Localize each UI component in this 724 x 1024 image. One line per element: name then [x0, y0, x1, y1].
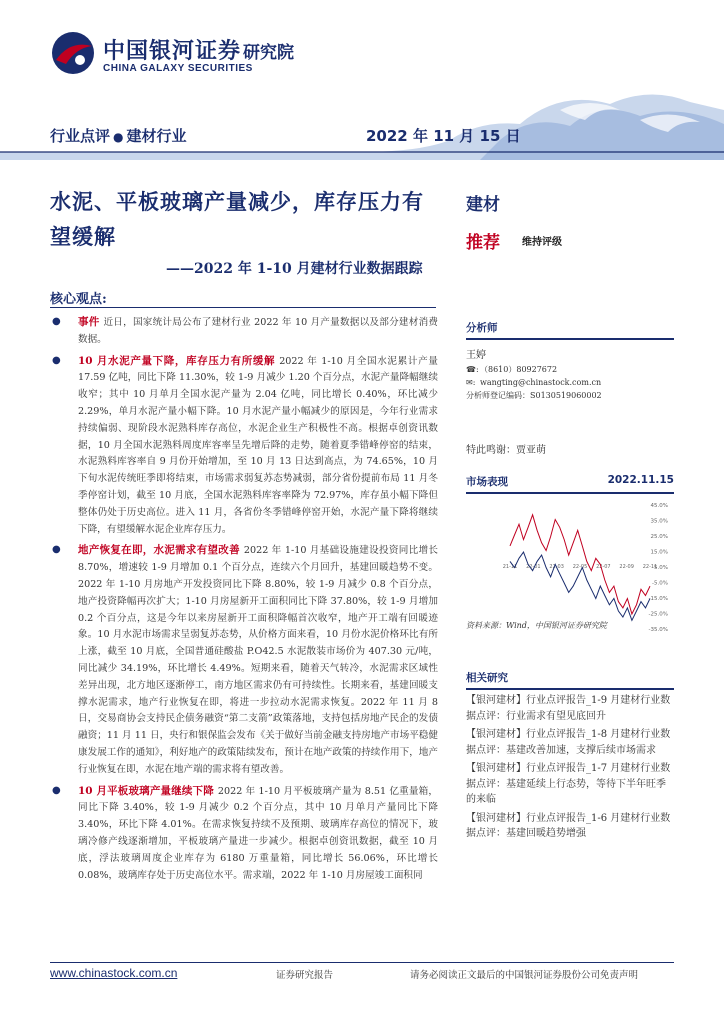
x-tick-label: 22-01	[526, 564, 541, 570]
related-item[interactable]: 【银河建材】行业点评报告_1-6 月建材行业数据点评：基建回暖趋势增强	[466, 812, 671, 839]
analyst-license: 分析师登记编码：S0130519060002	[466, 391, 602, 400]
bullet-lead: 10 月平板玻璃产量继续下降	[78, 784, 214, 797]
related-heading: 相关研究	[466, 670, 674, 690]
report-type: 行业点评	[50, 127, 111, 145]
bullet-item	[50, 353, 438, 539]
bullet-item	[50, 542, 438, 778]
report-type-bar	[50, 125, 187, 146]
institute-label: 研究院	[243, 43, 294, 63]
y-tick-label: -35.0%	[648, 627, 668, 632]
y-tick-label: -25.0%	[648, 611, 668, 618]
bullet-lead: 10 月水泥产量下降，库存压力有所缓解	[78, 354, 276, 367]
y-tick-label: 15.0%	[650, 549, 668, 556]
bullet-dot-icon: ●	[113, 130, 124, 144]
footer-link[interactable]: www.chinastock.com.cn	[50, 966, 178, 980]
rating-note: 维持评级	[522, 237, 562, 248]
y-tick-label: -5.0%	[652, 580, 668, 587]
bullet-item	[50, 314, 438, 349]
report-title: 水泥、平板玻璃产量减少，库存压力有望缓解	[50, 189, 424, 249]
analyst-heading: 分析师	[466, 320, 674, 340]
analyst-name: 王婷	[466, 350, 486, 361]
analyst-email-row	[466, 378, 674, 387]
galaxy-logo-icon	[50, 30, 96, 76]
y-tick-label: 35.0%	[650, 518, 668, 525]
bullet-text: 2022 年 1-10 月基础设施建设投资同比增长 8.70%，增速较 1-9 月增加 0.1 个百分点，连续六个月回升，基建回暖趋势不变。2022 年 1-10 月房地产开发投资同比下降 8.80%，较 1-9 月减少 0.8 个百分点，地产投资降幅再次扩大；1-10 月房屋新开工面积同比下降 37.80%，较 1-9 月增加 0.2 个百分点，这是今年以来房屋新开工面积降幅首次收窄，地产开工端有回暖迹象。10 月水泥市场需求呈弱复苏态势，从价格方面来看，10 月份水泥价格环比有所上涨，截至 10 月底，全国普通硅酸盐 P.O42.5 水泥散装市场价为 407.30 元/吨，同比减少 34.19%，环比增长 4.49%。短期来看，随着天气转冷，水泥需求区域性差异出现，北方地区逐渐停工，南方地区需求仍有可持续性。长期来看，基建回暖支撑水泥需求，地产行业恢复在即，将进一步拉动水泥需求恢复。2022 年 11 月 8 日，交易商协会支持民企债务融资“第二支箭”政策落地，支持包括房地产民企的发债融资；11 月 11 日，央行和银保监会发布《关于做好当前金融支持房地产市场平稳健康发展工作的通知》，利好地产的政策陆续发布，预计在地产政策的持续作用下，地产行业恢复在即，水泥在地产端的需求将有望改善。	[78, 545, 438, 775]
phone-icon: ☎:	[466, 365, 479, 374]
related-panel	[466, 670, 674, 842]
core-bullets	[50, 314, 438, 888]
bullet-text: 近日，国家统计局公布了建材行业 2022 年 10 月产量数据以及部分建材消费数据。	[78, 317, 438, 345]
report-date: 2022 年 11 月 15 日	[366, 127, 521, 145]
market-panel	[466, 474, 674, 632]
logo-english: CHINA GALAXY SECURITIES	[103, 63, 253, 74]
industry-label: 建材行业	[126, 127, 187, 145]
related-item[interactable]: 【银河建材】行业点评报告_1-7 月建材行业数据点评：基建延续上行态势，等待下半年旺季的来临	[466, 763, 671, 805]
email-icon: ✉:	[466, 378, 476, 387]
bullet-item	[50, 783, 438, 885]
market-date: 2022.11.15	[607, 474, 674, 486]
bullet-dot-icon: ●	[52, 354, 61, 366]
x-tick-label: 22-07	[596, 564, 611, 570]
related-item[interactable]: 【银河建材】行业点评报告_1-8 月建材行业数据点评：基建改善加速，支撑后续市场需求	[466, 729, 671, 756]
footer-disclaimer: 请务必阅读正文最后的中国银河证券股份公司免责声明	[410, 970, 639, 981]
footer-divider	[50, 962, 674, 963]
chart-source: 资料来源：Wind，中国银河证券研究院	[466, 621, 607, 630]
bullet-dot-icon: ●	[52, 316, 61, 327]
divider	[50, 307, 436, 308]
logo-chinese: 中国银河证券	[103, 39, 242, 64]
rating-value: 推荐	[466, 233, 500, 253]
market-heading: 市场表现	[466, 476, 508, 488]
bullet-lead: 事件	[78, 316, 100, 328]
bullet-dot-icon: ●	[52, 784, 61, 796]
sector-name: 建材	[466, 195, 500, 215]
core-heading: 核心观点:	[50, 292, 107, 307]
bullet-text: 2022 年 1-10 月全国水泥累计产量 17.59 亿吨，同比下降 11.30%，较 1-9 月减少 1.20 个百分点，水泥产量降幅继续收窄；其中 10 月单月全国水泥产量为 2.04 亿吨，同比增长 0.40%，环比减少 2.29%，单月水泥产量小幅下降。10 月水泥产量小幅减少的原因是，今年行业需求持续偏弱、现阶段水泥熟料库存高位，水泥企业生产积极性不高。根据卓创资讯数据，10 月全国水泥熟料周度库容率呈先增后降的走势，随着夏季错峰停窑的结束，水泥熟料库容率自 9 月份开始增加，至 10 月 13 日达到高点，为 74.65%，10 月下旬水泥传统旺季即将结束，市场需求弱复苏态势减弱，部分省份提前布局 11 月冬季停窑计划，截至 10 月底，全国水泥熟料库容率降为 72.97%，库存虽小幅下降但整体仍处于历史高位。进入 11 月，各省份冬季错峰停窑开始，水泥产量下降将继续下降，有望缓解水泥企业库存压力。	[78, 355, 438, 535]
related-item[interactable]: 【银河建材】行业点评报告_1-9 月建材行业数据点评：行业需求有望见底回升	[466, 695, 671, 722]
cloud-banner	[0, 80, 724, 160]
report-header	[0, 0, 724, 160]
report-subtitle: ——2022 年 1-10 月建材行业数据跟踪	[166, 261, 423, 277]
footer-label: 证券研究报告	[276, 970, 334, 981]
y-tick-label: -15.0%	[648, 596, 668, 602]
x-tick-label: 22-11	[642, 564, 658, 570]
bullet-dot-icon: ●	[52, 544, 61, 556]
analyst-email[interactable]: wangting@chinastock.com.cn	[480, 378, 602, 387]
bullet-text: 2022 年 1-10 月平板玻璃产量为 8.51 亿重量箱，同比下降 3.40%，较 1-9 月减少 0.2 个百分点，其中 10 月单月产量同比下降 3.40%，环比下降 4.01%。在需求恢复持续不及预期、玻璃库存高位的情况下，玻璃冷修产线逐渐增加，平板玻璃产量进一步减少。根据卓创资讯数据，截至 10 月底，浮法玻璃周度企业库存为 6180 万重量箱，同比增长 56.06%，环比增长 0.08%，玻璃库存处于历史高位水平。需求端，2022 年 1-10 月房屋竣工面积同	[78, 785, 438, 881]
series-line	[510, 552, 650, 620]
analyst-phone: （8610）80927672	[480, 365, 558, 374]
bullet-lead: 地产恢复在即，水泥需求有望改善	[78, 544, 240, 557]
y-tick-label: 25.0%	[650, 534, 668, 540]
analyst-phone-row	[466, 364, 674, 375]
acknowledgement: 特此鸣谢：贾亚萌	[466, 445, 546, 456]
x-tick-label: 21-11	[502, 564, 518, 570]
x-tick-label: 22-03	[549, 564, 564, 570]
x-tick-label: 22-05	[572, 564, 588, 570]
x-tick-label: 22-09	[619, 564, 634, 570]
market-chart	[466, 500, 674, 632]
market-header	[466, 474, 674, 494]
analyst-panel	[466, 320, 674, 401]
y-tick-label: 5.0%	[654, 565, 668, 571]
y-tick-label: 45.0%	[650, 503, 668, 509]
